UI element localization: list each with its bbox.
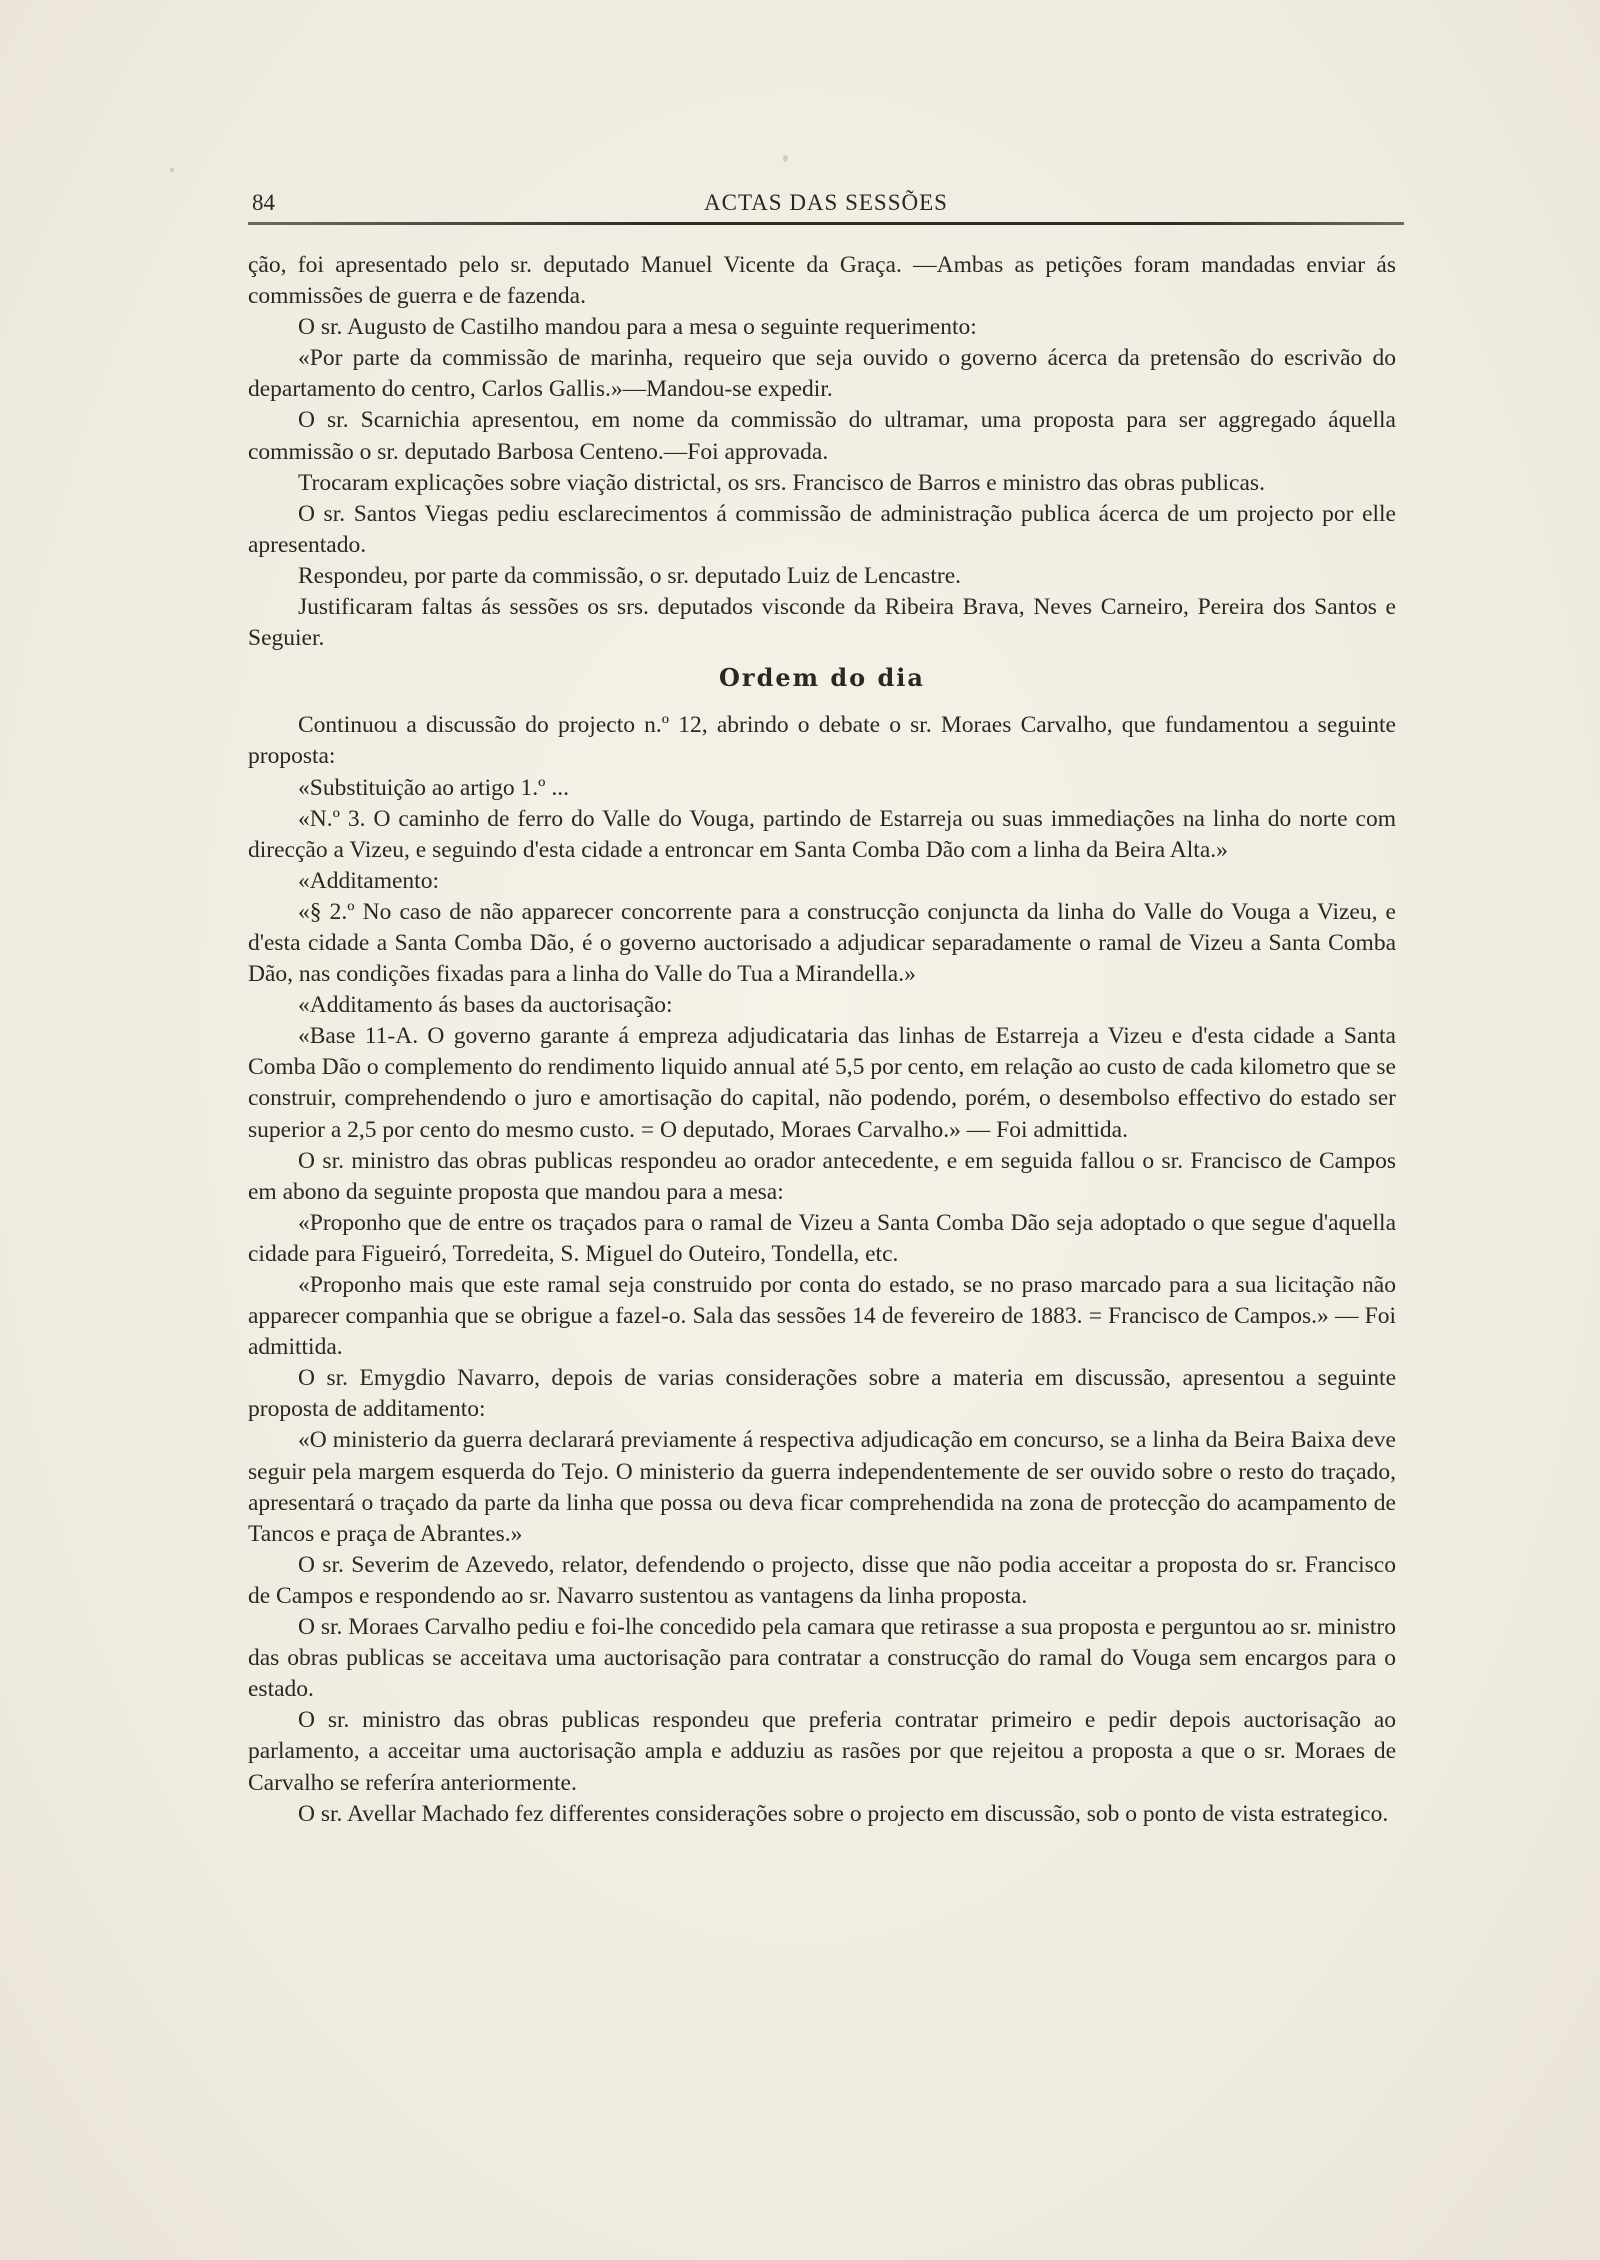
paragraph: Justificaram faltas ás sessões os srs. deputados visconde da Ribeira Brava, Neves Carneiro, Pereira dos Santos e Seguier. bbox=[248, 594, 1396, 652]
paragraph: «Proponho mais que este ramal seja construido por conta do estado, se no praso marcado para a sua licitação não apparecer companhia que se obrigue a fazel-o. Sala das sessões 14 de fevereiro de 1883. = Francisco de Campos.» — Foi admittida. bbox=[248, 1272, 1396, 1361]
paragraph: «Por parte da commissão de marinha, requeiro que seja ouvido o governo ácerca da pretensão do escrivão do departamento do centro, Carlos Gallis.»—Mandou-se expedir. bbox=[248, 345, 1396, 403]
header-rule bbox=[248, 222, 1404, 225]
paragraph: O sr. Santos Viegas pediu esclarecimentos á commissão de administração publica ácerca de um projecto por elle apresentado. bbox=[248, 500, 1396, 558]
running-title: ACTAS DAS SESSÕES bbox=[704, 190, 948, 215]
paragraph: Trocaram explicações sobre viação districtal, os srs. Francisco de Barros e ministro das obras publicas. bbox=[298, 469, 1265, 496]
paragraph: «Additamento: bbox=[298, 867, 439, 894]
paragraph: ção, foi apresentado pelo sr. deputado Manuel Vicente da Graça. —Ambas as petições foram mandadas enviar ás commissões de guerra e de fazenda. bbox=[248, 252, 1396, 310]
paper-speck bbox=[170, 168, 174, 172]
paragraph: O sr. Scarnichia apresentou, em nome da commissão do ultramar, uma proposta para ser aggregado áquella commissão o sr. deputado Barbosa Centeno.—Foi approvada. bbox=[248, 407, 1396, 465]
paragraph: «N.º 3. O caminho de ferro do Valle do Vouga, partindo de Estarreja ou suas immediações na linha do norte com direcção a Vizeu, e seguindo d'esta cidade a entroncar em Santa Comba Dão com a linha da Beira Alta.» bbox=[248, 805, 1396, 863]
paragraph: «O ministerio da guerra declarará previamente á respectiva adjudicação em concurso, se a linha da Beira Baixa deve seguir pela margem esquerda do Tejo. O ministerio da guerra independentemente de ser ouvido sobre o resto do traçado, apresentará o traçado da parte da linha que possa ou deva ficar comprehendida na zona de protecção do acampamento de Tancos e praça de Abrantes.» bbox=[248, 1427, 1396, 1547]
paragraph: O sr. Augusto de Castilho mandou para a mesa o seguinte requerimento: bbox=[298, 314, 977, 341]
paragraph: O sr. ministro das obras publicas respondeu que preferia contratar primeiro e pedir depois auctorisação ao parlamento, a acceitar uma auctorisação ampla e adduziu as rasões por que rejeitou a proposta a que o sr. Moraes de Carvalho se referíra anteriormente. bbox=[248, 1707, 1396, 1796]
paper-speck bbox=[783, 155, 788, 162]
paragraph: Respondeu, por parte da commissão, o sr. deputado Luiz de Lencastre. bbox=[298, 562, 962, 589]
paragraph: O sr. Avellar Machado fez differentes considerações sobre o projecto em discussão, sob o ponto de vista estrategico. bbox=[298, 1800, 1389, 1827]
paragraph: O sr. Emygdio Navarro, depois de varias considerações sobre a materia em discussão, apresentou a seguinte proposta de additamento: bbox=[248, 1365, 1396, 1423]
page-number: 84 bbox=[252, 190, 275, 215]
paragraph: «Proponho que de entre os traçados para o ramal de Vizeu a Santa Comba Dão seja adoptado o que segue d'aquella cidade para Figueiró, Torredeita, S. Miguel do Outeiro, Tondella, etc. bbox=[248, 1209, 1396, 1267]
paragraph: O sr. Moraes Carvalho pediu e foi-lhe concedido pela camara que retirasse a sua proposta e perguntou ao sr. ministro das obras publicas se acceitava uma auctorisação para contratar a construcção do ramal do Vouga sem encargos para o estado. bbox=[248, 1614, 1396, 1703]
paragraph: «Additamento ás bases da auctorisação: bbox=[298, 992, 673, 1019]
paragraph: O sr. Severim de Azevedo, relator, defendendo o projecto, disse que não podia acceitar a proposta do sr. Francisco de Campos e respondendo ao sr. Navarro sustentou as vantagens da linha proposta. bbox=[248, 1551, 1396, 1609]
page-header bbox=[248, 182, 1404, 222]
paragraph: «Substituição ao artigo 1.º ... bbox=[298, 774, 569, 801]
paragraph: «§ 2.º No caso de não apparecer concorrente para a construcção conjuncta da linha do Valle do Vouga a Vizeu, e d'esta cidade a Santa Comba Dão, é o governo auctorisado a adjudicar separadamente o ramal de Vizeu a Santa Comba Dão, nas condições fixadas para a linha do Valle do Tua a Mirandella.» bbox=[248, 898, 1396, 988]
paragraph: O sr. ministro das obras publicas respondeu ao orador antecedente, e em seguida fallou o sr. Francisco de Campos em abono da seguinte proposta que mandou para a mesa: bbox=[248, 1147, 1396, 1205]
paragraph: «Base 11-A. O governo garante á empreza adjudicataria das linhas de Estarreja a Vizeu e d'esta cidade a Santa Comba Dão o complemento do rendimento liquido annual até 5,5 por cento, em relação ao custo de cada kilometro que se construir, comprehendendo o juro e amortisação do capital, não podendo, porém, o desembolso effectivo do estado ser superior a 2,5 por cento do mesmo custo. = O deputado, Moraes Carvalho.» — Foi admittida. bbox=[248, 1023, 1396, 1143]
paragraph: Continuou a discussão do projecto n.º 12, abrindo o debate o sr. Moraes Carvalho, que fundamentou a seguinte proposta: bbox=[248, 712, 1396, 770]
section-title: Ordem do dia bbox=[719, 663, 925, 693]
body-text bbox=[248, 250, 1396, 1830]
